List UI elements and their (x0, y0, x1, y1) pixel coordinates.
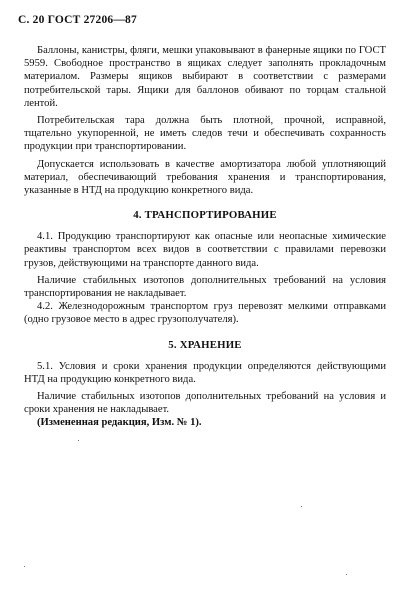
amendment-note: (Измененная редакция, Изм. № 1). (37, 417, 202, 429)
page-body (24, 44, 386, 430)
scan-speck (78, 440, 79, 441)
section5-paragraph-1: 5.1. Условия и сроки хранения продукции определяются действующими НТД на продукцию конкретного вида. (24, 360, 386, 385)
section4-paragraph-1: 4.1. Продукцию транспортируют как опасные или неопасные химические реактивы транспортом всех видов в соответствии с правилами перевозки грузов, действующими на транспорте данного вида. (24, 231, 386, 269)
intro-paragraph-2: Потребительская тара должна быть плотной, прочной, исправной, тщательно укупоренной, не иметь следов течи и обеспечивать сохранность продукции при транспортировании. (24, 115, 386, 153)
section5-paragraph-2: Наличие стабильных изотопов дополнительных требований на условия и сроки хранения не накладывает. (24, 391, 386, 416)
scan-speck (301, 506, 302, 507)
intro-paragraph-3: Допускается использовать в качестве амортизатора любой уплотняющий материал, обеспечивающий требования хранения и транспортирования, указанные в НТД на продукцию конкретного вида. (24, 158, 386, 197)
intro-paragraph-1: Баллоны, канистры, фляги, мешки упаковывают в фанерные ящики по ГОСТ 5959. Свободное пространство в ящиках следует заполнять прокладочным материалом. Размеры ящиков выбирают в соответствии с размерами потребительской тары. Ящики для баллонов обивают по торцам стальной лентой. (24, 45, 386, 109)
section4-paragraph-3: 4.2. Железнодорожным транспортом груз перевозят мелкими отправками (одно грузовое место в адрес грузополучателя). (24, 301, 386, 326)
scan-speck (346, 574, 347, 575)
section-heading-storage: 5. ХРАНЕНИЕ (168, 338, 242, 351)
page-header: С. 20 ГОСТ 27206—87 (18, 14, 137, 26)
section4-paragraph-2: Наличие стабильных изотопов дополнительных требований на условия транспортирования не накладывает. (24, 274, 386, 300)
section-heading-transport: 4. ТРАНСПОРТИРОВАНИЕ (133, 209, 277, 222)
scan-speck (24, 566, 25, 567)
